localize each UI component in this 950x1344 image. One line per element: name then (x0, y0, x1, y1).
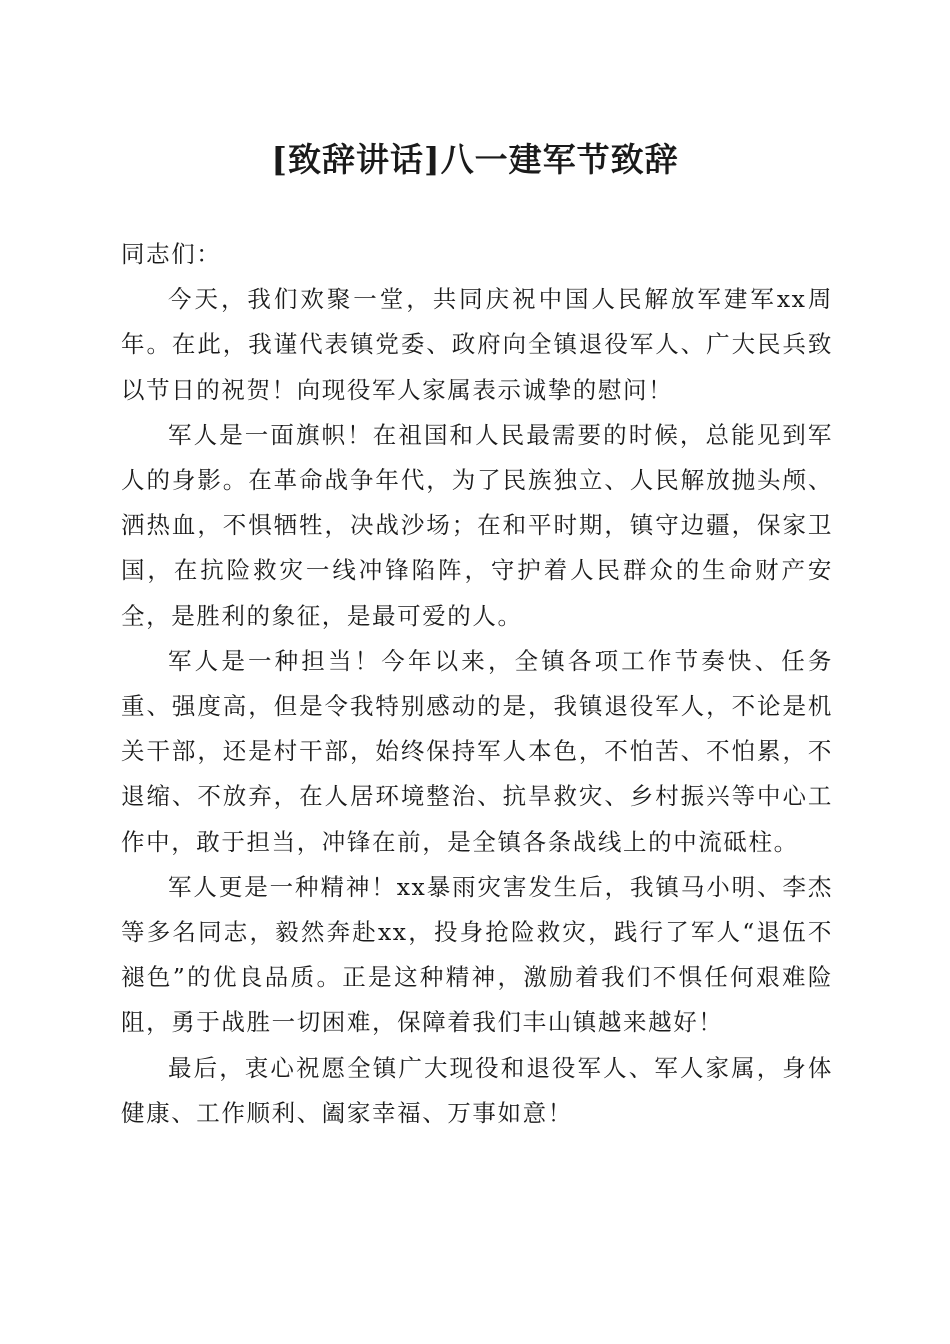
paragraph-spirit: 军人更是一种精神！xx暴雨灾害发生后，我镇马小明、李杰等多名同志，毅然奔赴xx，投身抢险救灾，践行了军人“退伍不褪色”的优良品质。正是这种精神，激励着我们不惧任何艰难险阻，勇于战胜一切困难，保障着我们丰山镇越来越好！ (121, 872, 833, 1037)
document-body (121, 232, 833, 1136)
salutation: 同志们： (121, 240, 222, 268)
paragraph-greeting: 今天，我们欢聚一堂，共同庆祝中国人民解放军建军xx周年。在此，我谨代表镇党委、政府向全镇退役军人、广大民兵致以节日的祝贺！向现役军人家属表示诚挚的慰问！ (121, 285, 833, 404)
document-title: [致辞讲话]八一建军节致辞 (271, 140, 679, 179)
paragraph-responsibility: 军人是一种担当！今年以来，全镇各项工作节奏快、任务重、强度高，但是令我特别感动的是，我镇退役军人，不论是机关干部，还是村干部，始终保持军人本色，不怕苦、不怕累，不退缩、不放弃，在人居环境整治、抗旱救灾、乡村振兴等中心工作中，敢于担当，冲锋在前，是全镇各条战线上的中流砥柱。 (121, 646, 833, 856)
paragraph-closing: 最后，衷心祝愿全镇广大现役和退役军人、军人家属，身体健康、工作顺利、阖家幸福、万事如意！ (121, 1053, 833, 1127)
paragraph-banner: 军人是一面旗帜！在祖国和人民最需要的时候，总能见到军人的身影。在革命战争年代，为了民族独立、人民解放抛头颅、洒热血，不惧牺牲，决战沙场；在和平时期，镇守边疆，保家卫国，在抗险救灾一线冲锋陷阵，守护着人民群众的生命财产安全，是胜利的象征，是最可爱的人。 (121, 420, 833, 630)
